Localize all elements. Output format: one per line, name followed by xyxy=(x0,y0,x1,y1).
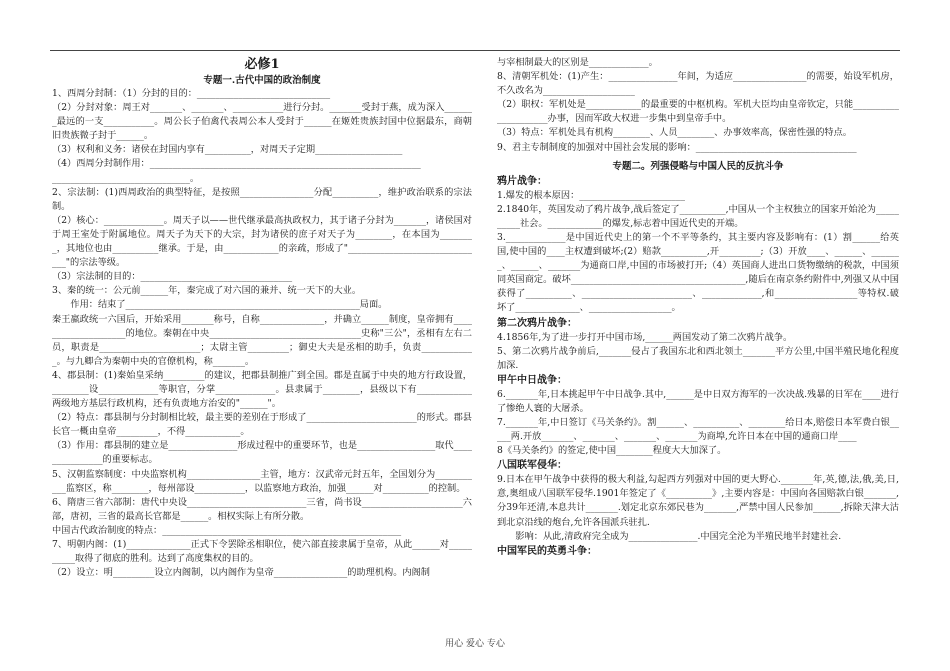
text-line: （2）设立：明_________设立内阁制，以内阁作为皇帝________________的助理机构。内阁制 xyxy=(52,567,430,579)
section-heading: 第二次鸦片战争： xyxy=(497,317,577,329)
text-line: 2、宗法制：(1)西周政治的典型特征，是按照________________分配__________，维护政治联系的宗法制。 xyxy=(52,186,472,212)
text-line: 9、君主专制制度的加强对中国社会发展的影响：___________________________________ xyxy=(497,141,857,153)
text-line: （3）宗法制的目的：_________________________________ xyxy=(52,271,293,283)
text-line: 5、第二次鸦片战争前后,_______侵占了我国东北和西北领土_______平方公里,中国半殖民地化程度加深. xyxy=(497,345,899,371)
text-line: 2.1840年，英国发动了鸦片战争,战后签定了__________,中国从一个主权独立的国家开始沦为__________社会。____________的爆发,标志着中国近代史的开端。 xyxy=(497,203,899,229)
text-line: （2）分封对象：周王对_______、_______、___________进行分封。_______受封于燕，成为深入_______最远的一支___________。周公长子伯禽代表周公本人受封于______在姬姓贵族封国中位据最东，商朝旧贵族微子封于______。 xyxy=(52,102,472,142)
section-heading: 八国联军侵华： xyxy=(497,460,567,472)
doc-title: 必修1 xyxy=(244,57,280,72)
header-rule xyxy=(50,50,900,51)
left-column xyxy=(52,56,472,580)
topic-one-title: 专题一.古代中国的政治制度 xyxy=(203,75,321,86)
text-line: 4.1856年,为了进一步打开中国市场,______两国发动了第二次鸦片战争。 xyxy=(497,331,793,343)
text-line: 4、郡县制：(1)秦始皇采纳_________的建议，把郡县制推广到全国。郡是直属于中央的地方行政设置，________设_____________等职官，分掌_____________。县隶属于________，县级以下有____________两级地方基层行政机构，还有负责地方治安的"______"。 xyxy=(52,369,472,410)
text-line: 与宰相制最大的区别是_____________。 xyxy=(497,57,658,68)
text-line: 3、秦的统一：公元前______年，秦完成了对六国的兼并、统一天下的大业。 xyxy=(52,285,362,297)
text-line: 影响：从此,清政府完全成为_______________.中国完全沦为半殖民地半封建社会. xyxy=(515,530,842,542)
text-line: 1、西周分封制：（1）分封的目的：_____________________________ xyxy=(52,88,331,99)
text-line: ______________________________。 xyxy=(52,172,199,184)
text-line: 8、清朝军机处：(1)产生：_______________年间，为适应________________的需要，始设军机房，不久改名为____________________ xyxy=(497,71,899,97)
text-line: 8《马关条约》的签定,使中国________程度大大加深了。 xyxy=(497,445,727,457)
text-line: 7、明朝内阁：(1)______________正式下令罢除丞相职位，使六部直接隶属于皇帝，从此______对__________取得了彻底的胜利。达到了高度集权的目的。 xyxy=(52,539,472,565)
text-line: （3）特点：军机处具有机构________、人员________、办事效率高，保密性强的特点。 xyxy=(497,127,852,139)
text-line: 7._______年,中日签订《马关条约》。割______、__________、________给日本,赔偿日本军费白银_____两.开放_______、_______、_______、_______为商埠,允许日本在中国的通商口岸____ xyxy=(497,416,899,443)
text-line: 9.日本在甲午战争中获得的极大利益,勾起西方列强对中国的更大野心._______年,英,德,法,俄,美,日,意,奥组成八国联军侵华.1901年签定了《__________》,主要内容是：中国向各国赔款白银_______,分39年还清,本息共计_______.划定北京东郊民巷为_______,严禁中国人民参加______,拆除天津大沽到北京沿线的炮台,允许各国派兵驻扎. xyxy=(497,474,899,528)
text-line: （2）特点：郡县制与分封制相比较，最主要的差别在于形成了________________________的形式。郡县长官一概由皇帝_________，不得____________。 xyxy=(52,412,472,438)
text-line: 5、汉朝监察制度：中央监察机构________________主管，地方：汉武帝元封五年，全国划分为___________监察区，称________，每州部设___________，以监察地方政治，加强______对__________的控制。 xyxy=(52,468,472,494)
text-line: （4）西周分封制作用：___________________________________________________________ xyxy=(52,158,421,170)
text-line: 3._____________是中国近代史上的第一个不平等条约，其主要内容及影响有：(1）割______给英国,使中国的____主权遭到破坏;(2）赔款__________,开_________;（3）开放____、______、_______、______、_______为通商口岸,中国的市场被打开;（4）英国商人进出口货物缴纳的税款，中国须同英国商定。破坏______________________________________,随后在南京条约附件中,列强又从中国获得了__________、________________________、_____________,和__________________等特权.破坏了______________、__________________。 xyxy=(497,231,899,314)
text-line: （3）作用：郡县制的建立是_______________形成过程中的重要环节，也是_________________取代_______________的重要标志。 xyxy=(52,440,472,466)
text-line: 6._______年,日本挑起甲午中日战争.其中,______是中日双方海军的一次决战.残暴的日军在____进行了惨绝人寰的大屠杀。 xyxy=(497,388,899,414)
text-line: （2）职权：军机处是____________的最重要的中枢机构。军机大臣均由皇帝钦定，只能_____________________办事，因而军政大权进一步集中到皇帝手中。 xyxy=(497,99,899,125)
topic-two-title: 专题二。列强侵略与中国人民的反抗斗争 xyxy=(612,160,784,172)
section-heading: 中国军民的英勇斗争： xyxy=(497,545,597,557)
text-line: （3）权利和义务：诸侯在封国内享有__________，对周天子定期___________________ xyxy=(52,144,403,156)
text-line: （2）核心：_____________。周天子以——世代继承最高执政权力，其于诸子分封为_______，诸侯国对于周王室处于附属地位。周天子为天下的大宗，封为诸侯的庶子对天子为________，在本国为________，其地位也由__________继承。于是，由____________的亲疏，形成了"______________________________"的宗法等级。 xyxy=(52,214,472,269)
right-column xyxy=(497,56,899,559)
text-line: 6、隋唐三省六部制：唐代中央设__________________________三省，尚书设______________________六部，唐初，三省的最高长官都是______。相权实际上有所分散。 xyxy=(52,496,472,522)
text-line: 秦王嬴政统一六国后，开始采用_______称号，自称______________，并确立______制度，皇帝拥有____________________的地位。秦朝在中央_________________________________史称"三公"，丞相有左右二员，职责是______________________；太尉主管_________；御史大夫是丞相的助手，负责____________。与九卿合为秦朝中央的官僚机构，称_______。 xyxy=(52,313,472,367)
page-footer: 用心 爱心 专心 xyxy=(445,639,505,649)
text-line: 中国古代政治制度的特点：____________________________________________________ xyxy=(52,524,402,536)
section-heading: 鸦片战争： xyxy=(497,175,547,187)
section-heading: 甲午中日战争： xyxy=(497,374,567,386)
text-line: 1.爆发的根本原因：_______________________ xyxy=(497,189,685,201)
text-line: 作用：结束了___________________________________________________局面。 xyxy=(70,299,388,311)
